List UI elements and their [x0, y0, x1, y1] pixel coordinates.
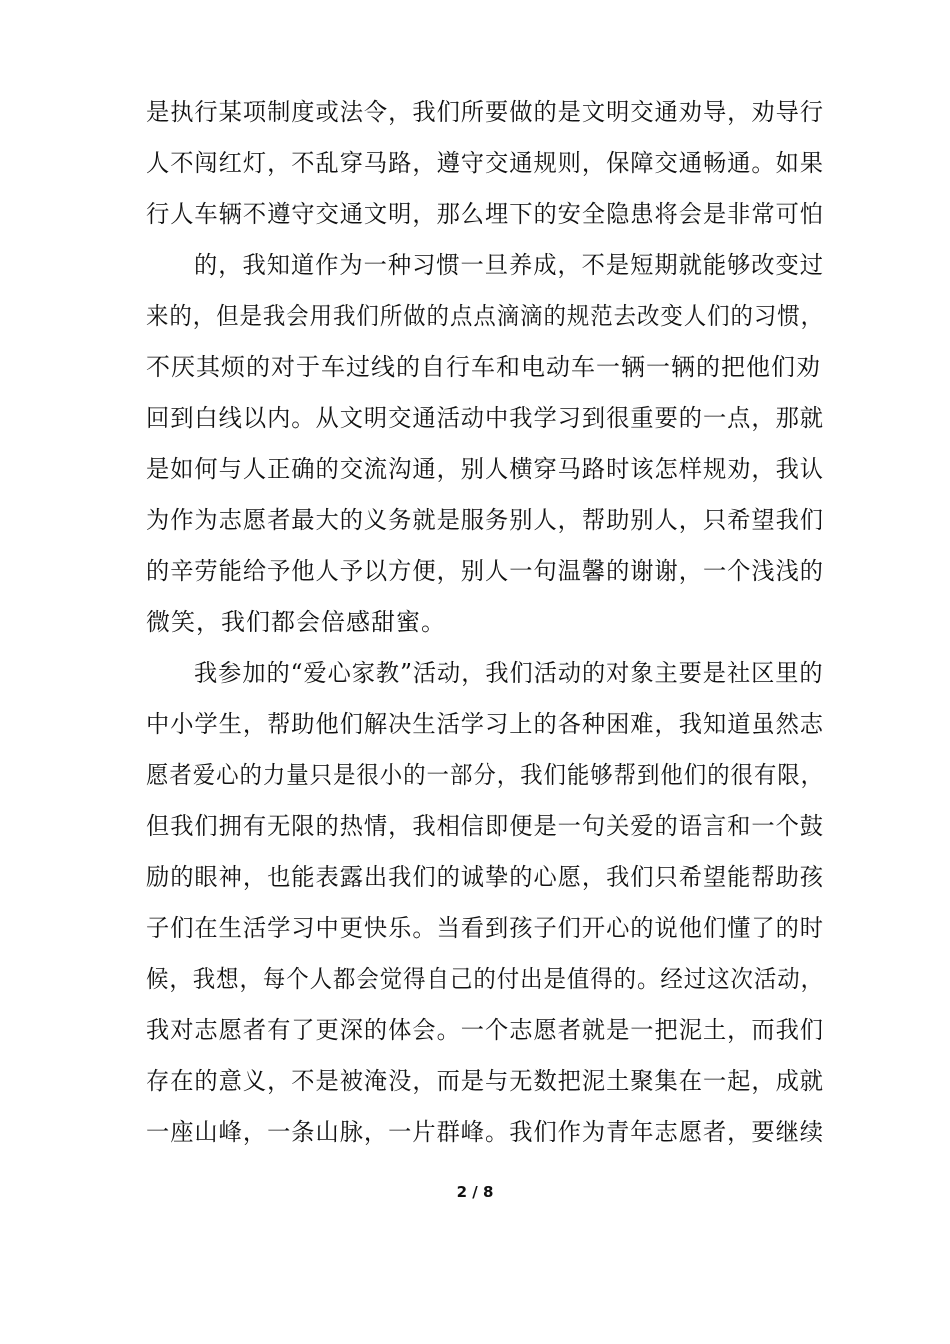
- text-line: 我参加的“爱心家教”活动，我们活动的对象主要是社区里的: [194, 659, 824, 687]
- text-line: 行人车辆不遵守交通文明，那么埋下的安全隐患将会是非常可怕: [146, 200, 825, 228]
- text-line: 是执行某项制度或法令，我们所要做的是文明交通劝导，劝导行: [146, 98, 825, 126]
- text-line: 的辛劳能给予他人予以方便，别人一句温馨的谢谢，一个浅浅的: [146, 557, 825, 585]
- text-line: 励的眼神，也能表露出我们的诚挚的心愿，我们只希望能帮助孩: [146, 863, 825, 891]
- page-number: 2 / 8: [456, 1183, 494, 1201]
- text-line: 是如何与人正确的交流沟通，别人横穿马路时该怎样规劝，我认: [146, 455, 825, 483]
- text-line: 愿者爱心的力量只是很小的一部分，我们能够帮到他们的很有限，: [146, 761, 825, 789]
- text-line: 为作为志愿者最大的义务就是服务别人，帮助别人，只希望我们: [146, 506, 825, 534]
- text-line: 不厌其烦的对于车过线的自行车和电动车一辆一辆的把他们劝: [146, 353, 821, 381]
- text-line: 存在的意义，不是被淹没，而是与无数把泥土聚集在一起，成就: [146, 1067, 825, 1095]
- text-line: 人不闯红灯，不乱穿马路，遵守交通规则，保障交通畅通。如果: [146, 149, 825, 177]
- text-line: 微笑，我们都会倍感甜蜜。: [146, 608, 446, 636]
- text-line: 中小学生，帮助他们解决生活学习上的各种困难，我知道虽然志: [146, 710, 825, 738]
- text-line: 子们在生活学习中更快乐。当看到孩子们开心的说他们懂了的时: [146, 914, 825, 942]
- text-line: 的，我知道作为一种习惯一旦养成，不是短期就能够改变过: [194, 251, 824, 279]
- text-line: 一座山峰，一条山脉，一片群峰。我们作为青年志愿者，要继续: [146, 1118, 825, 1146]
- text-line: 回到白线以内。从文明交通活动中我学习到很重要的一点，那就: [146, 404, 825, 432]
- text-line: 来的，但是我会用我们所做的点点滴滴的规范去改变人们的习惯，: [146, 302, 825, 330]
- text-line: 候，我想，每个人都会觉得自己的付出是值得的。经过这次活动，: [146, 965, 825, 993]
- text-line: 我对志愿者有了更深的体会。一个志愿者就是一把泥土，而我们: [146, 1016, 825, 1044]
- text-line: 但我们拥有无限的热情，我相信即便是一句关爱的语言和一个鼓: [146, 812, 825, 840]
